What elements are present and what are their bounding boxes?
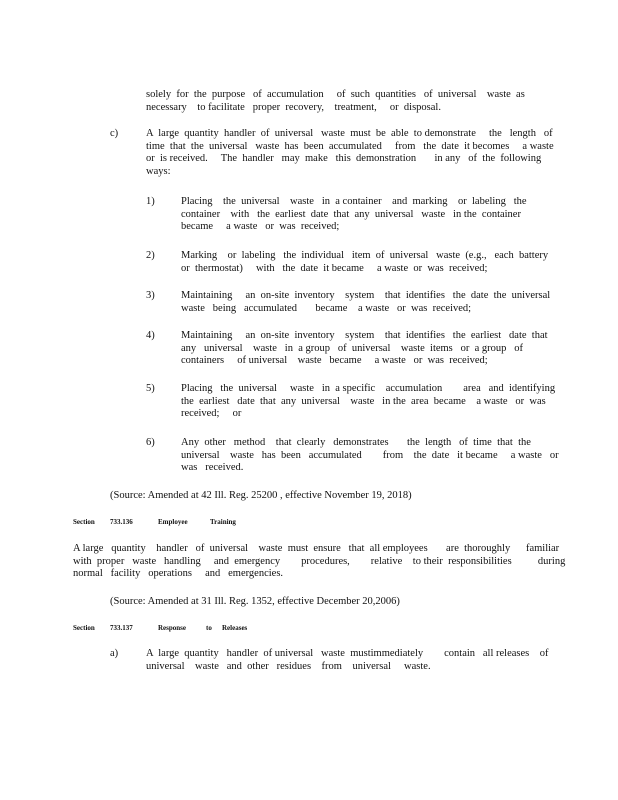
item-2-number: 2) [146, 250, 155, 261]
item-1-text: Placing the universal waste in a container and marking or labeling the container with the earliest date that any universal waste in the container became a waste or was received; [181, 196, 527, 232]
section-number: 733.136 [110, 518, 133, 526]
section-number: 733.137 [110, 624, 133, 632]
section-label: Section [73, 518, 95, 526]
section-title-word: Response [158, 624, 187, 632]
source-note-2006: (Source: Amended at 31 Ill. Reg. 1352, effective December 20,2006) [110, 596, 400, 607]
para-c-text: A large quantity handler of universal waste must be able to demonstrate the length of time that the universal waste has been accumulated from the date it becomes a waste or is received. The handler may make this demonstration in any of the following ways: [146, 128, 554, 177]
item-2-text: Marking or labeling the individual item of universal waste (e.g., each battery or thermostat) with the date it became a waste or was received; [181, 250, 549, 274]
item-1-number: 1) [146, 196, 155, 207]
item-6-number: 6) [146, 437, 155, 448]
item-5-text: Placing the universal waste in a specific accumulation area and identifying the earliest date that any universal waste in the area became a waste or was received; or [181, 383, 556, 419]
item-4-text: Maintaining an on-site inventory system that identifies the earliest date that any universal waste in a group of universal waste items or a group of containers of universal waste became a waste or was received; [181, 330, 548, 366]
source-note-2018: (Source: Amended at 42 Ill. Reg. 25200 , effective November 19, 2018) [110, 490, 412, 501]
item-5-number: 5) [146, 383, 155, 394]
para-a-text: A large quantity handler of universal waste mustimmediately contain all releases of universal waste and other residues from universal waste. [146, 648, 549, 672]
intro-continuation: solely for the purpose of accumulation of such quantities of universal waste as necessary to facilitate proper recovery, treatment, or disposal. [146, 89, 525, 113]
item-3-number: 3) [146, 290, 155, 301]
para-a-marker: a) [110, 648, 119, 659]
item-3-text: Maintaining an on-site inventory system that identifies the date the universal waste being accumulated became a waste or was received; [181, 290, 551, 314]
item-4-number: 4) [146, 330, 155, 341]
item-6-text: Any other method that clearly demonstrates the length of time that the universal waste has been accumulated from the date it became a waste or was received. [181, 437, 559, 473]
section-136-paragraph: A large quantity handler of universal waste must ensure that all employees are thoroughly familiar with proper waste handling and emergency procedures, relative to their responsibilities during normal facility operations and emergencies. [73, 543, 566, 579]
section-title-word: Releases [222, 624, 248, 632]
section-label: Section [73, 624, 95, 632]
section-title-word: Training [210, 518, 236, 526]
section-title-word: Employee [158, 518, 188, 526]
para-c-marker: c) [110, 128, 119, 139]
section-title-word: to [206, 624, 212, 632]
